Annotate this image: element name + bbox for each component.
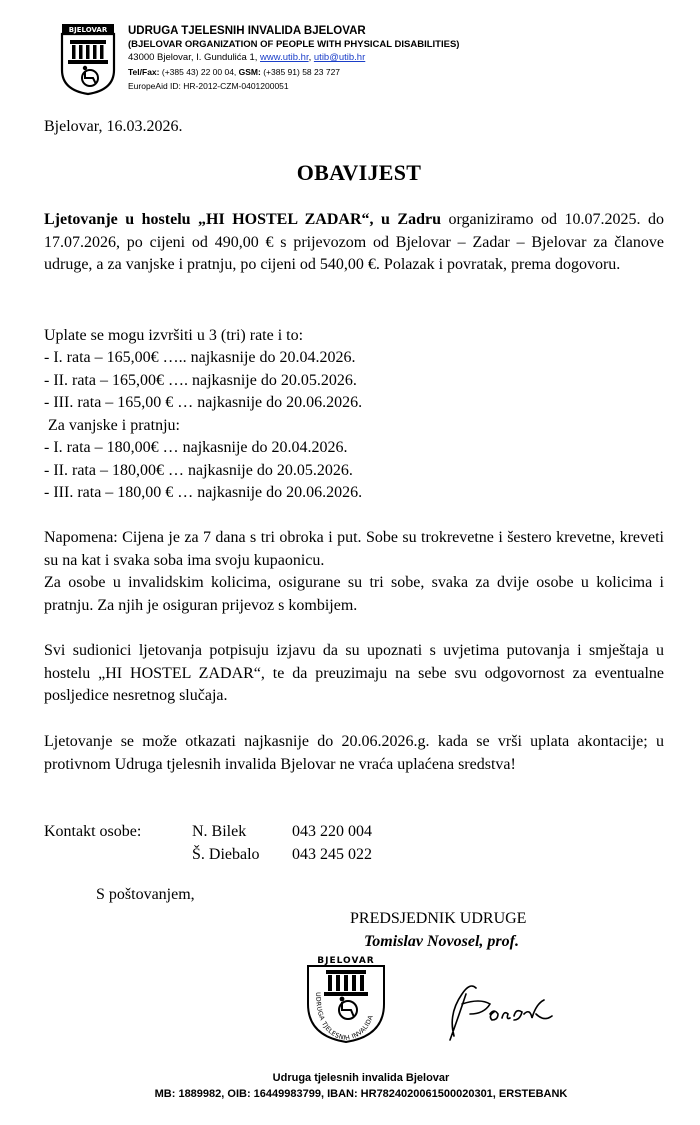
tel-value: (+385 43) 22 00 04,: [159, 67, 239, 77]
footer-org-name: Udruga tjelesnih invalida Bjelovar: [272, 1072, 450, 1084]
intro-bold: Ljetovanje u hostelu „HI HOSTEL ZADAR“, u Zadru: [44, 211, 441, 228]
cancellation-paragraph: Ljetovanje se može otkazati najkasnije do 20.06.2026.g. kada se vrši uplata akontacije; u protivnom Udruga tjelesnih invalida Bjelovar ne vraća uplaćena sredstva!: [44, 733, 664, 773]
logo-text: BJELOVAR: [68, 26, 108, 34]
document-date: Bjelovar, 16.03.2026.: [44, 118, 183, 135]
closing-greeting: S poštovanjem,: [96, 886, 195, 903]
contact-name: N. Bilek: [192, 823, 247, 840]
member-rate-3: - III. rata – 165,00 € … najkasnije do 20.06.2026.: [44, 394, 363, 411]
president-name: Tomislav Novosel, prof.: [364, 933, 519, 950]
intro-text: organiziramo od 10.07.2025. do 17.07.2026, po cijeni od 490,00 € s prijevozom od Bjelovar – Zadar – Bjelovar za članove udruge, a za vanjske i pratnju, po cijeni od 540,00 €. Polazak i povratak, prema dogovoru.: [44, 211, 664, 273]
gsm-label: GSM:: [238, 67, 261, 77]
member-rate-2: - II. rata – 165,00€ …. najkasnije do 20.05.2026.: [44, 372, 357, 389]
stamp-ring-text: UDRUGA TJELESNIH INVALIDA: [313, 992, 375, 1043]
organization-logo: [58, 20, 118, 96]
separator: ,: [308, 52, 314, 63]
organization-stamp: [300, 952, 392, 1044]
external-rate-1: - I. rata – 180,00€ … najkasnije do 20.04.2026.: [44, 439, 348, 456]
stamp-top-text: BJELOVAR: [317, 956, 375, 966]
contact-name: Š. Diebalo: [192, 846, 260, 863]
contact-phone: 043 220 004: [292, 823, 372, 840]
external-rate-2: - II. rata – 180,00€ … najkasnije do 20.05.2026.: [44, 462, 353, 479]
note-paragraph-2: Za osobe u invalidskim kolicima, osigurane su tri sobe, svaka za dvije osobe u kolicima i pratnju. Za njih je osiguran prijevoz s kombijem.: [44, 574, 664, 614]
gsm-value: (+385 91) 58 23 727: [260, 67, 341, 77]
signature: [440, 974, 560, 1044]
footer-registration: MB: 1889982, OIB: 16449983799, IBAN: HR7824020061500020301, ERSTEBANK: [154, 1088, 568, 1100]
org-address: [128, 52, 365, 64]
org-name-english: (BJELOVAR ORGANIZATION OF PEOPLE WITH PHYSICAL DISABILITIES): [128, 39, 460, 50]
org-phone: [128, 66, 340, 78]
europeaid-id: EuropeAid ID: HR-2012-CZM-0401200051: [128, 81, 289, 91]
president-title: PREDSJEDNIK UDRUGE: [350, 910, 527, 927]
liability-paragraph: Svi sudionici ljetovanja potpisuju izjavu da su upoznati s uvjetima putovanja i smještaja u hostelu „HI HOSTEL ZADAR“, te da preuzimaju na sebe svu odgovornost za eventualne posljedice nesretnog slučaja.: [44, 642, 664, 704]
contact-label: Kontakt osobe:: [44, 823, 142, 840]
address-text: 43000 Bjelovar, I. Gundulića 1,: [128, 52, 261, 63]
intro-paragraph: [44, 209, 664, 277]
external-label: Za vanjske i pratnju:: [44, 417, 180, 434]
website-link[interactable]: www.utib.hr: [260, 52, 309, 63]
payments-intro: Uplate se mogu izvršiti u 3 (tri) rate i to:: [44, 327, 304, 344]
note-paragraph-1: Napomena: Cijena je za 7 dana s tri obroka i put. Sobe su trokrevetne i šestero krevetne, kreveti su na kat i svaka soba ima svoju kupaonicu.: [44, 529, 664, 569]
email-link[interactable]: utib@utib.hr: [313, 52, 366, 63]
external-rate-3: - III. rata – 180,00 € … najkasnije do 20.06.2026.: [44, 484, 363, 501]
tel-label: Tel/Fax:: [128, 67, 160, 77]
org-name: UDRUGA TJELESNIH INVALIDA BJELOVAR: [128, 25, 366, 37]
document-title: OBAVIJEST: [296, 160, 422, 185]
contact-phone: 043 245 022: [292, 846, 372, 863]
member-rate-1: - I. rata – 165,00€ ….. najkasnije do 20.04.2026.: [44, 349, 356, 366]
